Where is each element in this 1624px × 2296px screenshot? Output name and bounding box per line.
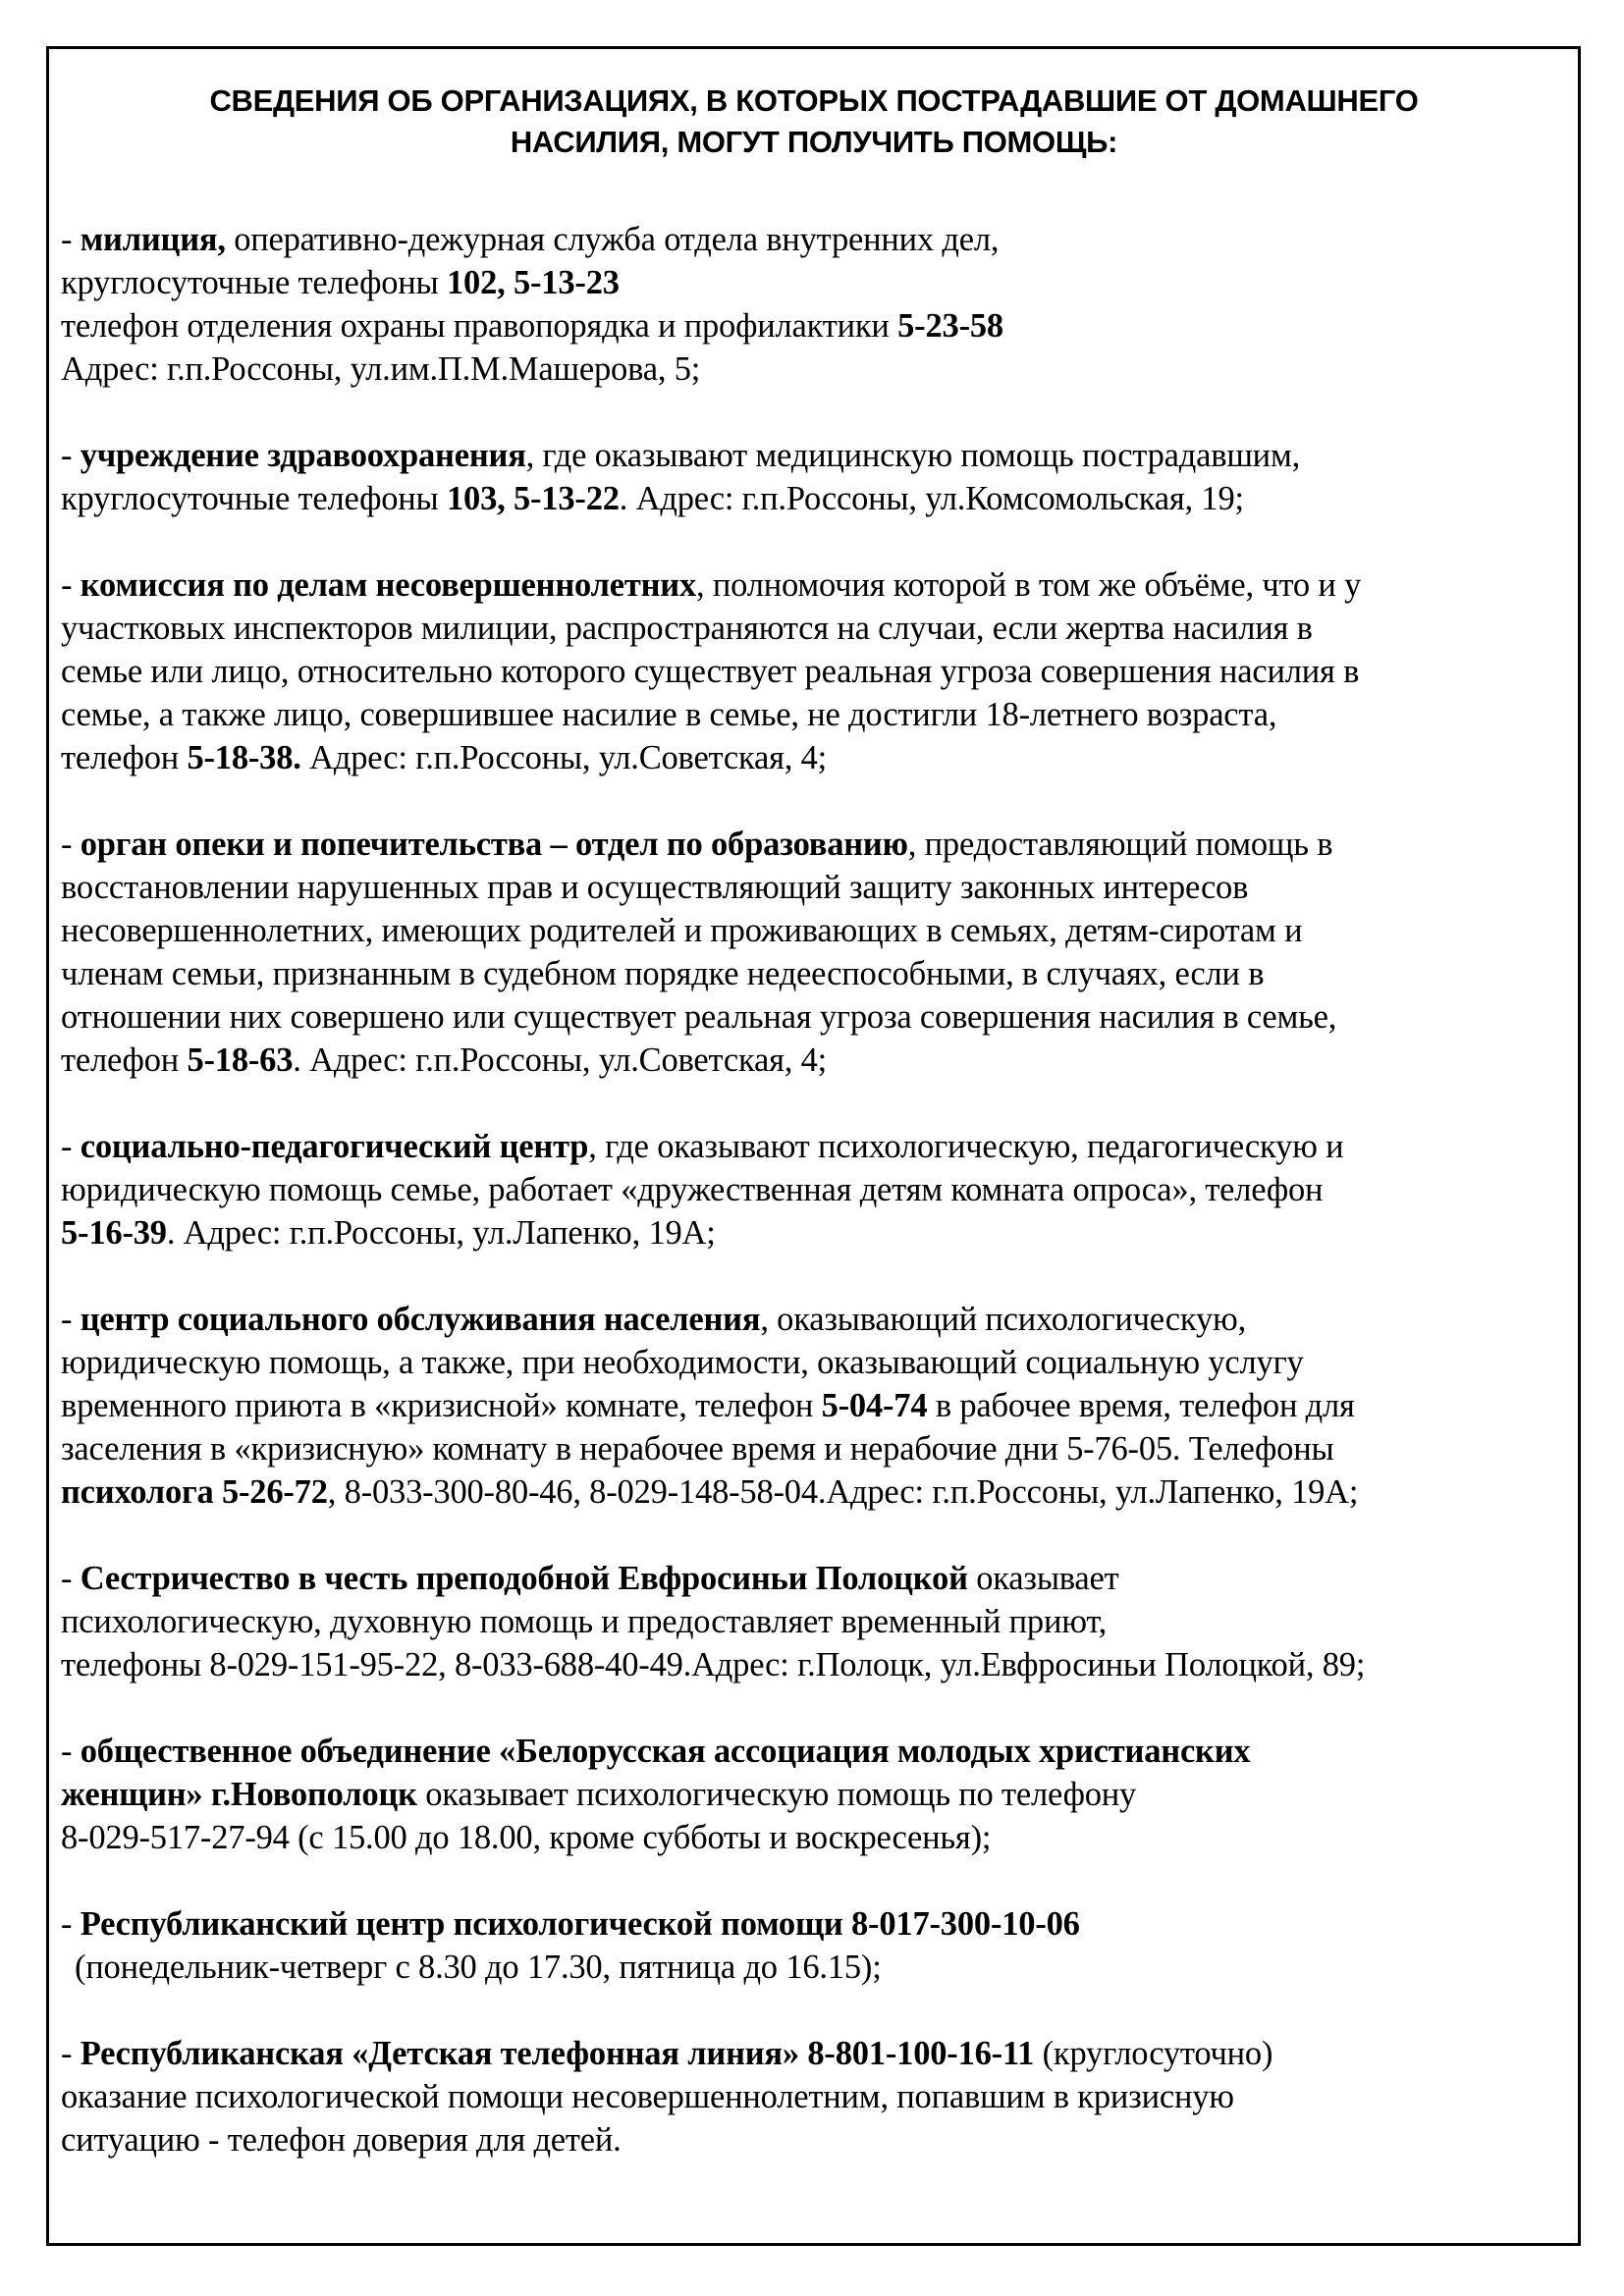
entry-line bbox=[61, 1298, 1573, 1341]
organization-entry bbox=[61, 1125, 1573, 1255]
bold-text: милиция, bbox=[80, 221, 226, 258]
entry-line bbox=[61, 2118, 1573, 2162]
text: психологическую, духовную помощь и предоставляет временный приют, bbox=[61, 1603, 1108, 1640]
text: участковых инспекторов милиции, распространяются на случаи, если жертва насилия в bbox=[61, 610, 1313, 647]
bold-text: Республиканский центр психологической помощи 8-017-300-10-06 bbox=[80, 1905, 1080, 1943]
bold-text: психолога 5-26-72 bbox=[61, 1473, 328, 1511]
organization-entry bbox=[61, 1298, 1573, 1514]
text: . Адрес: г.п.Россоны, ул.Комсомольская, 19; bbox=[619, 480, 1244, 517]
text: - bbox=[61, 1301, 81, 1338]
entry-line bbox=[61, 1557, 1573, 1600]
entry-line bbox=[61, 1427, 1573, 1470]
text: - bbox=[61, 1560, 81, 1597]
text: в рабочее время, телефон для bbox=[927, 1387, 1355, 1424]
text: , полномочия которой в том же объёме, что и у bbox=[696, 566, 1362, 604]
text: круглосуточные телефоны bbox=[61, 264, 447, 301]
bold-text: 5-18-63 bbox=[187, 1041, 294, 1079]
entry-line bbox=[61, 1643, 1573, 1686]
text: . Адрес: г.п.Россоны, ул.Лапенко, 19А; bbox=[166, 1214, 716, 1252]
text: несовершеннолетних, имеющих родителей и проживающих в семьях, детям-сиротам и bbox=[61, 912, 1303, 949]
organizations-list bbox=[61, 218, 1573, 2205]
entry-line bbox=[61, 736, 1573, 779]
text: отношении них совершено или существует реальная угроза совершения насилия в семье, bbox=[61, 998, 1337, 1036]
text: оперативно-дежурная служба отдела внутренних дел, bbox=[225, 221, 1000, 258]
entry-line bbox=[61, 434, 1573, 477]
bold-text: комиссия по делам несовершеннолетних bbox=[80, 566, 697, 604]
bold-text: 103, 5-13-22 bbox=[446, 480, 620, 517]
entry-line bbox=[61, 2075, 1573, 2118]
text: семье, а также лицо, совершившее насилие в семье, не достигли 18-летнего возраста, bbox=[61, 696, 1277, 733]
bold-text: 5-16-39 bbox=[61, 1214, 167, 1252]
bold-text: Республиканская «Детская телефонная линия» 8-801-100-16-11 bbox=[80, 2035, 1035, 2072]
text: семье или лицо, относительно которого существует реальная угроза совершения насилия в bbox=[61, 653, 1360, 690]
text: - bbox=[61, 437, 81, 474]
bold-text: центр социального обслуживания населения bbox=[80, 1301, 761, 1338]
organization-entry bbox=[61, 434, 1573, 520]
text: временного приюта в «кризисной» комнате, телефон bbox=[61, 1387, 822, 1424]
text: Адрес: г.п.Россоны, ул.им.П.М.Машерова, 5; bbox=[61, 350, 701, 388]
entry-line bbox=[61, 909, 1573, 952]
text: - bbox=[61, 826, 81, 863]
text: , оказывающий психологическую, bbox=[760, 1301, 1247, 1338]
entry-line bbox=[61, 866, 1573, 909]
entry-line bbox=[61, 1168, 1573, 1211]
entry-line bbox=[61, 1730, 1573, 1773]
text: (понедельник-четверг с 8.30 до 17.30, пятница до 16.15); bbox=[75, 1949, 882, 1986]
text: оказание психологической помощи несовершеннолетним, попавшим в кризисную bbox=[61, 2078, 1234, 2115]
entry-line bbox=[61, 2032, 1573, 2075]
text: - bbox=[61, 1128, 81, 1165]
text: телефоны 8-029-151-95-22, 8-033-688-40-49.Адрес: г.Полоцк, ул.Евфросиньи Полоцкой, 89; bbox=[61, 1646, 1366, 1683]
bold-text: общественное объединение «Белорусская ассоциация молодых христианских bbox=[80, 1733, 1251, 1770]
organization-entry bbox=[61, 1557, 1573, 1686]
entry-line bbox=[61, 607, 1573, 650]
entry-line bbox=[61, 563, 1573, 607]
entry-line bbox=[61, 1125, 1573, 1168]
entry-line bbox=[61, 952, 1573, 995]
text: телефон bbox=[61, 739, 188, 776]
text: . Адрес: г.п.Россоны, ул.Советская, 4; bbox=[293, 1041, 828, 1079]
bold-text: учреждение здравоохранения bbox=[80, 437, 526, 474]
text: - bbox=[61, 2035, 81, 2072]
text: юридическую помощь, а также, при необходимости, оказывающий социальную услугу bbox=[61, 1344, 1304, 1381]
entry-line bbox=[61, 477, 1573, 520]
entry-line bbox=[61, 304, 1573, 347]
entry-line bbox=[61, 1384, 1573, 1427]
entry-line bbox=[61, 1902, 1573, 1946]
entry-line bbox=[61, 995, 1573, 1039]
text: заселения в «кризисную» комнату в нерабочее время и нерабочие дни 5-76-05. Телефоны bbox=[61, 1430, 1334, 1468]
organization-entry bbox=[61, 563, 1573, 779]
organization-entry bbox=[61, 2032, 1573, 2162]
text: (круглосуточно) bbox=[1034, 2035, 1273, 2072]
text: телефон bbox=[61, 1041, 188, 1079]
entry-line bbox=[61, 218, 1573, 261]
text: оказывает bbox=[967, 1560, 1119, 1597]
entry-line bbox=[61, 1039, 1573, 1082]
entry-line bbox=[61, 1773, 1573, 1816]
text: Адрес: г.п.Россоны, ул.Советская, 4; bbox=[300, 739, 828, 776]
entry-line bbox=[61, 347, 1573, 391]
text: телефон отделения охраны правопорядка и профилактики bbox=[61, 307, 898, 345]
text: оказывает психологическую помощь по телефону bbox=[416, 1776, 1137, 1813]
text: юридическую помощь семье, работает «дружественная детям комната опроса», телефон bbox=[61, 1171, 1324, 1208]
bold-text: 5-18-38. bbox=[187, 739, 301, 776]
entry-line bbox=[61, 1946, 1573, 1989]
entry-line bbox=[61, 823, 1573, 866]
entry-line bbox=[61, 650, 1573, 693]
organization-entry bbox=[61, 823, 1573, 1082]
bold-text: Сестричество в честь преподобной Евфросиньи Полоцкой bbox=[80, 1560, 968, 1597]
entry-line bbox=[61, 261, 1573, 304]
entry-line bbox=[61, 1816, 1573, 1859]
text: круглосуточные телефоны bbox=[61, 480, 447, 517]
bold-text: 5-23-58 bbox=[897, 307, 1003, 345]
bold-text: социально-педагогический центр bbox=[80, 1128, 589, 1165]
title-line-2: НАСИЛИЯ, МОГУТ ПОЛУЧИТЬ ПОМОЩЬ: bbox=[510, 125, 1118, 159]
text: , где оказывают психологическую, педагогическую и bbox=[588, 1128, 1344, 1165]
text: ситуацию - телефон доверия для детей. bbox=[61, 2121, 622, 2159]
bold-text: 5-04-74 bbox=[821, 1387, 928, 1424]
text: - bbox=[61, 1905, 81, 1943]
entry-line bbox=[61, 1341, 1573, 1384]
text: 8-029-517-27-94 (с 15.00 до 18.00, кроме субботы и воскресенья); bbox=[61, 1819, 992, 1856]
bold-text: женщин» г.Новополоцк bbox=[61, 1776, 417, 1813]
organization-entry bbox=[61, 218, 1573, 391]
text: восстановлении нарушенных прав и осуществляющий защиту законных интересов bbox=[61, 869, 1249, 906]
entry-line bbox=[61, 1211, 1573, 1255]
text: - bbox=[61, 221, 81, 258]
bold-text: орган опеки и попечительства – отдел по образованию bbox=[80, 826, 908, 863]
entry-line bbox=[61, 1600, 1573, 1643]
text: членам семьи, признанным в судебном порядке недееспособными, в случаях, если в bbox=[61, 955, 1265, 992]
title-line-1: СВЕДЕНИЯ ОБ ОРГАНИЗАЦИЯХ, В КОТОРЫХ ПОСТРАДАВШИЕ ОТ ДОМАШНЕГО bbox=[209, 83, 1419, 118]
text: , 8-033-300-80-46, 8-029-148-58-04.Адрес: г.п.Россоны, ул.Лапенко, 19А; bbox=[327, 1473, 1359, 1511]
organization-entry bbox=[61, 1730, 1573, 1859]
text: - bbox=[61, 1733, 81, 1770]
entry-line bbox=[61, 1470, 1573, 1514]
organization-entry bbox=[61, 1902, 1573, 1989]
text: , где оказывают медицинскую помощь пострадавшим, bbox=[525, 437, 1301, 474]
bold-text: 102, 5-13-23 bbox=[446, 264, 620, 301]
text: , предоставляющий помощь в bbox=[907, 826, 1333, 863]
entry-line bbox=[61, 693, 1573, 736]
text: - bbox=[61, 566, 81, 604]
page-title bbox=[69, 80, 1559, 163]
